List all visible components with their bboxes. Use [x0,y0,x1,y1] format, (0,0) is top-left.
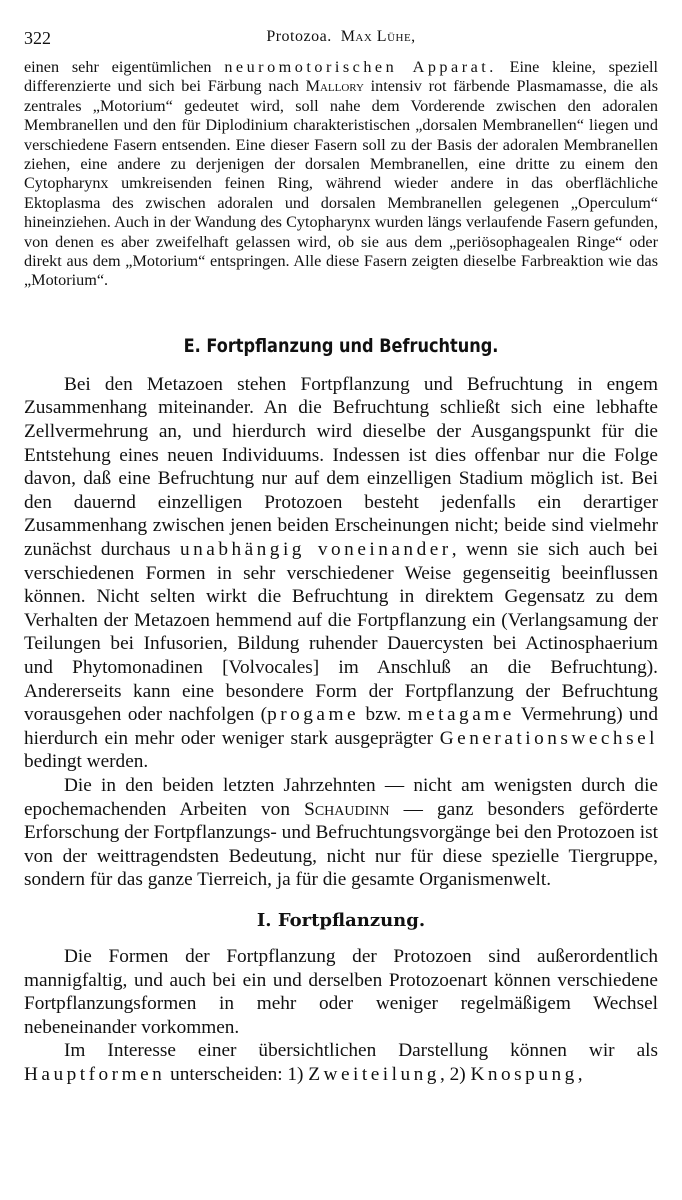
author-name: Mallory [305,77,364,96]
text-run: Vermehrung) und hierdurch ein mehr oder weniger stark ausgeprägter [24,704,658,749]
text-run: Die in den beiden letzten Jahrzehnten — nicht am wenigsten durch die epochemachenden Arbeiten von [24,774,658,820]
text-run: unterscheiden: 1) [165,1063,309,1085]
spaced-term: Knospung [470,1063,578,1085]
spaced-term: Hauptformen [24,1063,166,1085]
section-heading-i: I. Fortpflanzung. [256,909,426,931]
paragraph-motorium [24,58,658,291]
text-run: , wenn sie sich auch bei verschiedenen Formen in sehr verschiedener Weise gegenseitig beeinflussen können. Nicht selten wirkt die Befruchtung in direktem Gegensatz zu dem Verhalten der Metazoen hemmend auf die Fortpflanzung ein (Verlangsamung der Teilungen bei Infusorien, Bildung ruhender Dauercysten bei Actinosphaerium und Phytomonadinen [Volvocales] im Anschluß an die Befruchtung). Andererseits kann eine besondere Form der Fortpflanzung der Befruchtung vorausgehen oder nachfolgen ( [24,539,659,726]
text-run: einen sehr eigentümlichen [24,58,225,76]
spaced-term: progame [267,704,360,726]
page-header [24,28,658,58]
text-run: , 2) [439,1063,471,1085]
paragraph-metazoen [24,373,658,774]
text-run: intensiv rot färbende Plasmamasse, die als zentrales „Motorium“ gedeutet wird, soll nahe dem Vorderende zwischen den adoralen Membranellen und den für Diplodinium charakteristischen „dorsalen Membranellen“ liegen und verschiedene Fasern entsenden. Eine dieser Fasern soll zu der Basis der adoralen Membranellen ziehen, eine andere zu derjenigen der dorsalen Membranellen, eine dritte zu einem den Cytopharynx umkreisenden feinen Ring, während wieder andere in das oberflächliche Ektoplasma des zwischen adoralen und dorsalen Membranellen gelegenen „Operculum“ hineinziehen. Auch in der Wandung des Cytopharynx wurden längs verlaufende Fasern gefunden, von denen es aber zweifelhaft gelassen wird, ob sie aus dem „periösophagealen Ringe“ oder direkt aus dem „Motorium“ entspringen. Alle diese Fasern zeigten dieselbe Farbreaktion wie das „Motorium“. [24,77,658,290]
paragraph-formen [24,945,658,1039]
text-run: Im Interesse einer übersichtlichen Darstellung können wir als [64,1040,658,1062]
spaced-term: Zweiteilung [308,1063,440,1085]
text-run: bedingt werden. [24,751,149,773]
text-run: , [577,1063,583,1085]
running-head [24,28,658,46]
paragraph-hauptformen [24,1039,658,1086]
spaced-term: unabhängig voneinander [179,539,452,561]
page-number: 322 [24,28,51,48]
spaced-term: neuromotorischen Apparat. [224,58,497,76]
running-head-title: Protozoa. [266,28,332,45]
spaced-term: metagame [407,704,515,726]
text-run: bzw. [359,704,408,726]
section-heading-e: E. Fortpflanzung und Befruchtung. [183,334,499,357]
author-name: Schaudinn [304,798,390,820]
paragraph-schaudinn [24,774,658,892]
text-run: — ganz besonders geförderte Erforschung der Fortpflanzungs- und Befruchtungsvorgänge bei den Protozoen ist von der weittragendsten Bedeutung, nicht nur für diese spezielle Tiergruppe, sondern für das ganze Tierreich, ja für die gesamte Organismenwelt. [24,798,658,891]
text-run: Eine kleine, speziell differenzierte und sich bei Färbung nach [24,58,659,96]
text-run: Bei den Metazoen stehen Fortpflanzung und Befruchtung in engem Zusammenhang miteinander. An die Befruchtung schließt sich eine lebhafte Zellvermehrung an, und hierdurch wird dieselbe der Ausgangspunkt für die Entstehung eines neuen Individuums. Indessen ist dies offenbar nur die Folge davon, daß eine Befruchtung nur auf dem einzelligen Stadium möglich ist. Bei den dauernd einzelligen Protozoen besteht jedenfalls ein derartiger Zusammenhang zwischen jenen beiden Erscheinungen nicht; beide sind vielmehr zunächst durchaus [24,373,658,561]
spaced-term: Generationswechsel [439,727,658,749]
text-run: Die Formen der Fortpflanzung der Protozoen sind außerordentlich mannigfaltig, und auch bei ein und derselben Protozoenart können verschiedene Fortpflanzungsformen in mehr oder weniger regelmäßigem Wechsel nebeneinander vorkommen. [24,945,658,1038]
running-head-author: Max Lühe, [340,28,416,45]
